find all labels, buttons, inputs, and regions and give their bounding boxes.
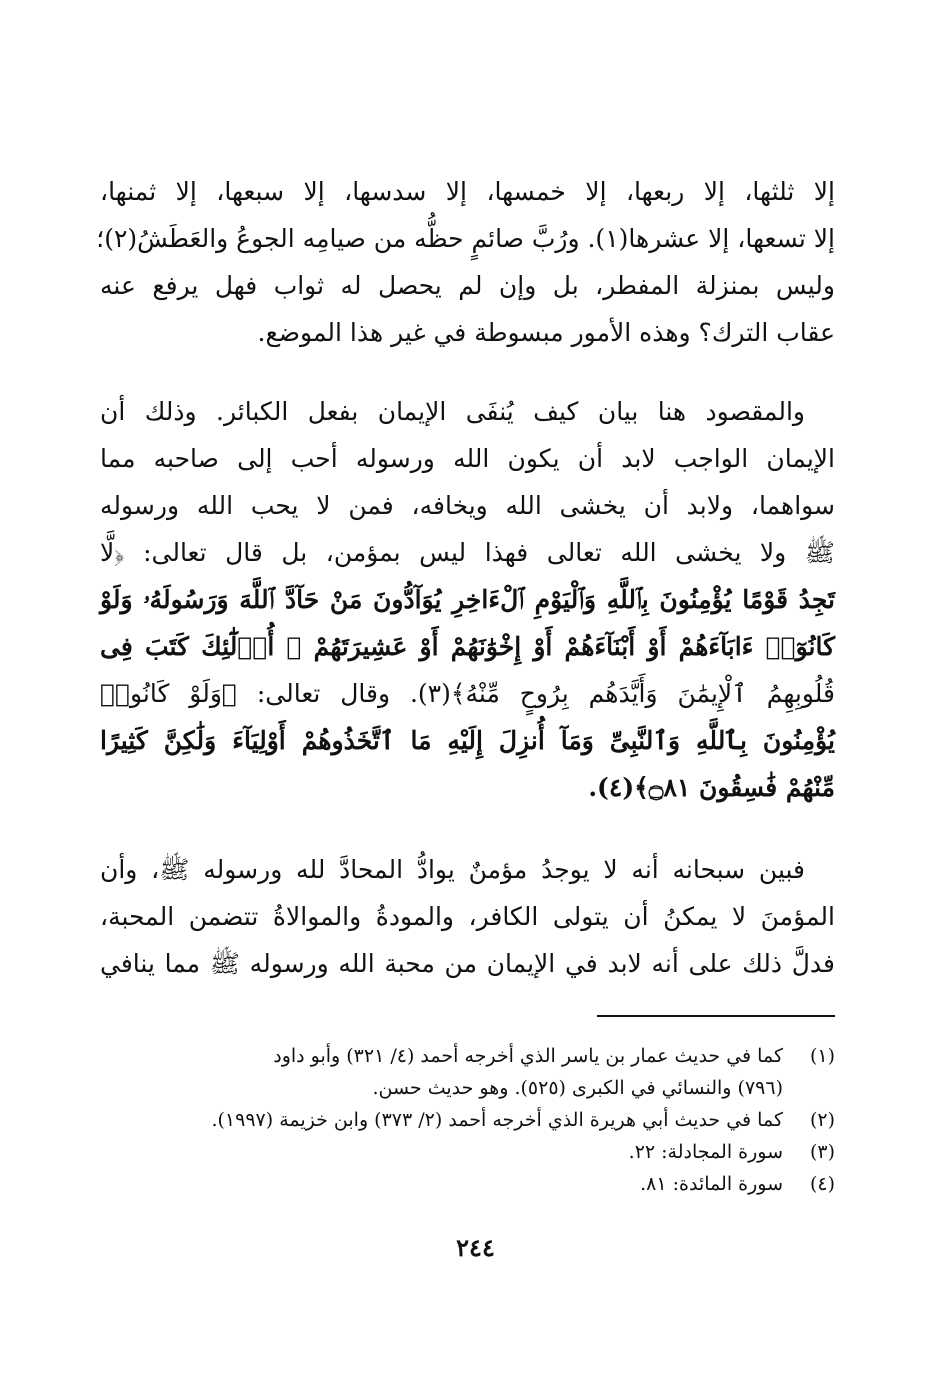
footnote-text: (٧٩٦) والنسائي في الكبرى (٥٢٥). وهو حديث حسن.	[372, 1077, 783, 1099]
footnote-text: كما في حديث أبي هريرة الذي أخرجه أحمد (٢/ ٣٧٣) وابن خزيمة (١٩٩٧).	[211, 1109, 783, 1131]
footnote-number: (٤)	[809, 1173, 835, 1195]
text-line: فدلَّ ذلك على أنه لابد في الإيمان من محبة الله ورسوله ﷺ مما ينافي	[100, 949, 835, 978]
quran-verse-line: كَانُوٓا۟ ءَابَآءَهُمْ أَوْ أَبْنَآءَهُمْ أَوْ إِخْوَٰنَهُمْ أَوْ عَشِيرَتَهُمْ ۚ أُو۟لَٰٓئِكَ كَتَبَ فِى	[100, 632, 835, 661]
footnote-separator	[597, 1015, 835, 1017]
quran-verse-line: مِّنْهُمْ فَٰسِقُونَ ۝٨١﴾(٤).	[588, 773, 835, 802]
text-line: إلا ثلثها، إلا ربعها، إلا خمسها، إلا سدسها، إلا سبعها، إلا ثمنها،	[100, 177, 835, 206]
quran-verse-line: تَجِدُ قَوْمًا يُؤْمِنُونَ بِٱللَّهِ وَٱلْيَوْمِ ٱلْءَاخِرِ يُوَآدُّونَ مَنْ حَآدَّ ٱللَّهَ وَرَسُولَهُۥ وَلَوْ	[100, 585, 835, 614]
footnote-number: (٢)	[809, 1109, 835, 1131]
footnotes	[100, 1040, 835, 1200]
text-line: سواهما، ولابد أن يخشى الله ويخافه، فمن لا يحب الله ورسوله	[100, 491, 835, 520]
text-line: والمقصود هنا بيان كيف يُنفَى الإيمان بفعل الكبائر. وذلك أن	[100, 397, 805, 426]
text-line: ﷺ ولا يخشى الله تعالى فهذا ليس بمؤمن، بل قال تعالى: ﴿لَّا	[100, 538, 835, 567]
footnote-text: سورة المجادلة: ٢٢.	[628, 1141, 783, 1163]
quran-verse-line: قُلُوبِهِمُ ٱلْإِيمَٰنَ وَأَيَّدَهُم بِرُوحٍ مِّنْهُ﴾(٣). وقال تعالى: ﴿وَلَوْ كَانُوا۟	[100, 679, 835, 708]
footnote-number: (١)	[809, 1045, 835, 1067]
text-line: إلا تسعها، إلا عشرها(١). ورُبَّ صائمٍ حظُّه من صيامِه الجوعُ والعَطَشُ(٢)؛	[96, 224, 835, 253]
paragraph-1	[96, 168, 835, 356]
footnote-4	[100, 1168, 835, 1200]
main-text	[96, 168, 835, 987]
footnote-number: (٣)	[809, 1141, 835, 1163]
text-line: الإيمان الواجب لابد أن يكون الله ورسوله أحب إلى صاحبه مما	[100, 444, 835, 473]
text-line: وليس بمنزلة المفطر، بل وإن لم يحصل له ثواب فهل يرفع عنه	[100, 271, 835, 300]
footnote-text: سورة المائدة: ٨١.	[640, 1173, 783, 1195]
footnote-text: كما في حديث عمار بن ياسر الذي أخرجه أحمد (٤/ ٣٢١) وأبو داود	[273, 1045, 783, 1067]
paragraph-2	[100, 388, 835, 811]
text-line: فبين سبحانه أنه لا يوجدُ مؤمنٌ يوادُّ المحادَّ لله ورسوله ﷺ، وأن	[100, 855, 805, 884]
footnote-1	[100, 1040, 835, 1072]
page-number: ٢٤٤	[456, 1233, 495, 1262]
quran-verse-line: يُؤْمِنُونَ بِٱللَّهِ وَٱلنَّبِىِّ وَمَآ أُنزِلَ إِلَيْهِ مَا ٱتَّخَذُوهُمْ أَوْلِيَآءَ وَلَٰكِنَّ كَثِيرًا	[100, 726, 835, 755]
text-line: عقاب الترك؟ وهذه الأمور مبسوطة في غير هذا الموضع.	[257, 318, 835, 347]
text-line: المؤمنَ لا يمكنُ أن يتولى الكافر، والمودةُ والموالاةُ تتضمن المحبة،	[100, 902, 835, 931]
footnote-3	[100, 1136, 835, 1168]
paragraph-3	[100, 846, 835, 987]
footnote-1-continued	[100, 1072, 835, 1104]
footnote-2	[100, 1104, 835, 1136]
